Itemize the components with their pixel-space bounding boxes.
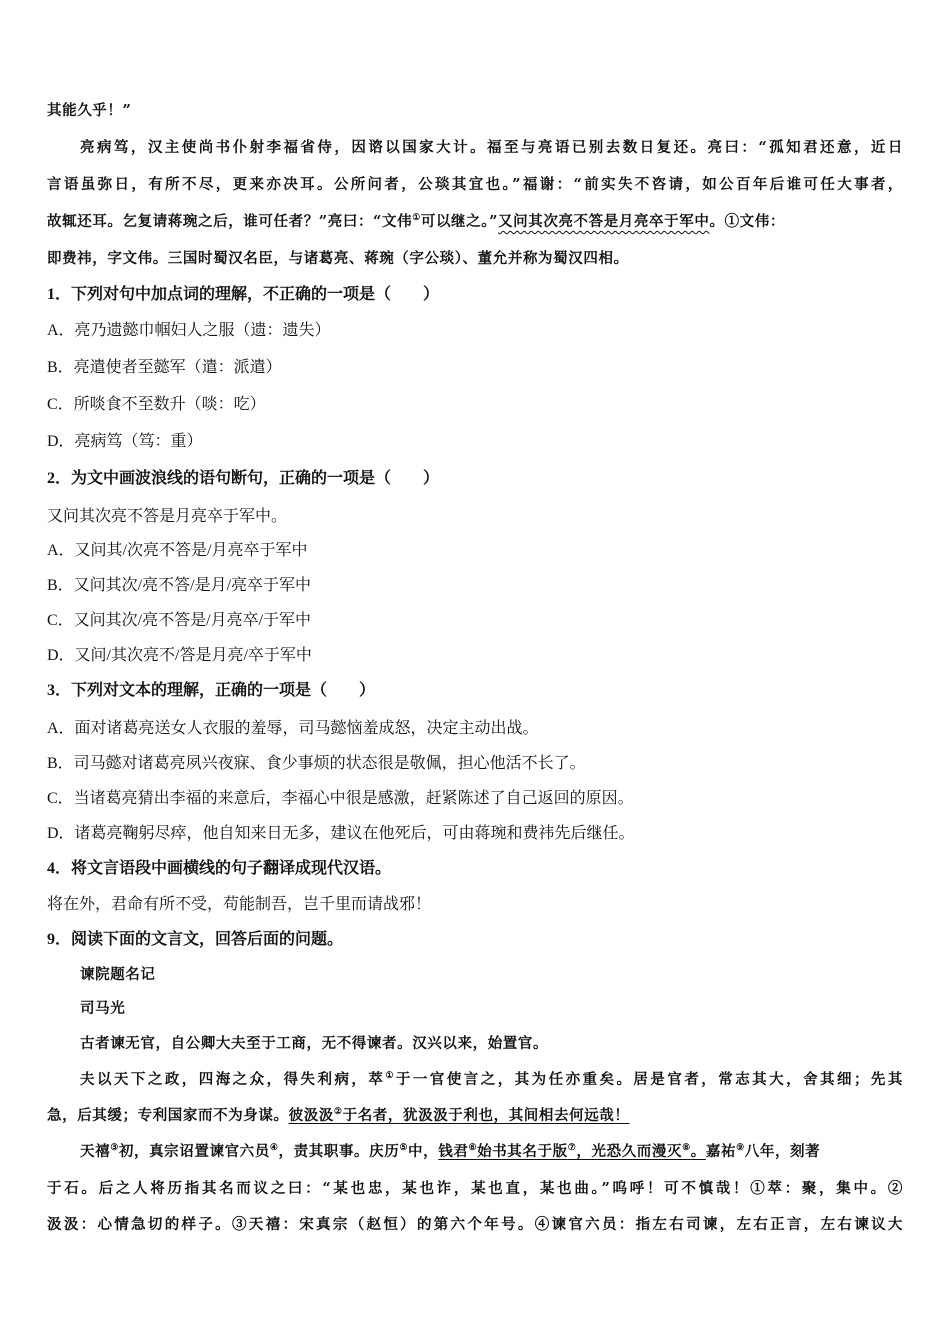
question-1-option-a: A．亮乃遗懿巾帼妇人之服（遗：遗失） (47, 322, 331, 339)
passage-line: 亮病笃，汉主使尚书仆射李福省侍，因谘以国家大计。福至与亮语已别去数日复还。亮曰：“孤知君还意，近日 (80, 139, 903, 156)
question-3-option-c: C．当诸葛亮猜出李福的来意后，李福心中很是感激，赶紧陈述了自己返回的原因。 (47, 790, 634, 807)
question-4: 4．将文言语段中画横线的句子翻译成现代汉语。 (47, 860, 392, 877)
essay-paragraph: 古者谏无官，自公卿大夫至于工商，无不得谏者。汉兴以来，始置官。 (80, 1035, 549, 1052)
question-1-option-b: B．亮遣使者至懿军（遣：派遣） (47, 359, 282, 376)
question-3-option-b: B．司马懿对诸葛亮夙兴夜寐、食少事烦的状态很是敬佩，担心他活不长了。 (47, 755, 586, 772)
passage-line: 即费祎，字文伟。三国时蜀汉名臣，与诸葛亮、蒋琬（字公琰）、董允并称为蜀汉四相。 (47, 250, 629, 267)
question-1-option-c: C．所啖食不至数升（啖：吃） (47, 396, 266, 413)
underlined-sentence: 彼汲汲②于名者，犹汲汲于利也，其间相去何远哉！ (288, 1107, 630, 1124)
question-2-option-c: C．又问其次/亮不答是/月亮卒/于军中 (47, 612, 312, 629)
question-3-option-a: A．面对诸葛亮送女人衣服的羞辱，司马懿恼羞成怒，决定主动出战。 (47, 720, 539, 737)
question-3: 3．下列对文本的理解，正确的一项是（ ） (47, 682, 376, 699)
footnote-mark: ① (385, 1071, 396, 1081)
question-2-option-d: D．又问/其次亮不/答是月亮/卒于军中 (47, 647, 312, 664)
passage-line: 言语虽弥日，有所不尽，更来亦决耳。公所问者，公琰其宜也。”福谢：“前实失不咨请，如公百年后谁可任大事者， (47, 176, 903, 193)
question-1-option-d: D．亮病笃（笃：重） (47, 433, 203, 450)
wavy-underlined-sentence: 又问其次亮不答是月亮卒于军中 (498, 213, 710, 230)
passage-line: 其能久乎！” (47, 102, 132, 119)
footnote-mark: ① (412, 213, 421, 223)
essay-paragraph: 夫以天下之政，四海之众，得失利病，萃①于一官使言之，其为任亦重矣。居是官者，常志其大，舍其细；先其 (80, 1071, 904, 1088)
passage-line: 故辄还耳。乞复请蒋琬之后，谁可任者？”亮曰：“文伟①可以继之。”又问其次亮不答是月亮卒于军中。①文伟： (47, 213, 785, 230)
essay-paragraph: 急，后其缓；专利国家而不为身谋。彼汲汲②于名者，犹汲汲于利也，其间相去何远哉！ (47, 1107, 630, 1124)
question-2-sentence: 又问其次亮不答是月亮卒于军中。 (47, 508, 288, 525)
essay-paragraph: 汲汲：心情急切的样子。③天禧：宋真宗（赵恒）的第六个年号。④谏官六员：指左右司谏，左右正言，左右谏议大 (47, 1216, 903, 1233)
question-3-option-d: D．诸葛亮鞠躬尽瘁，他自知来日无多，建议在他死后，可由蒋琬和费祎先后继任。 (47, 825, 635, 842)
essay-author: 司马光 (80, 1000, 126, 1017)
underlined-sentence: 钱君⑥始书其名于版⑦，光恐久而漫灭⑧。 (438, 1143, 706, 1160)
question-2-option-a: A．又问其/次亮不答是/月亮卒于军中 (47, 542, 308, 559)
essay-title: 谏院题名记 (80, 966, 156, 983)
question-9: 9．阅读下面的文言文，回答后面的问题。 (47, 931, 344, 948)
essay-paragraph: 天禧③初，真宗诏置谏官六员④，责其职事。庆历⑤中，钱君⑥始书其名于版⑦，光恐久而漫灭⑧。嘉祐⑨八年，刻著 (80, 1143, 821, 1160)
question-4-sentence: 将在外，君命有所不受，苟能制吾，岂千里而请战邪！ (47, 896, 432, 913)
essay-paragraph: 于石。后之人将历指其名而议之曰：“某也忠，某也诈，某也直，某也曲。”呜呼！可不慎哉！①萃：聚，集中。② (47, 1180, 903, 1197)
question-2: 2．为文中画波浪线的语句断句，正确的一项是（ ） (47, 470, 440, 487)
question-2-option-b: B．又问其次/亮不答/是月/亮卒于军中 (47, 577, 312, 594)
question-1: 1．下列对句中加点词的理解，不正确的一项是（ ） (47, 286, 440, 303)
